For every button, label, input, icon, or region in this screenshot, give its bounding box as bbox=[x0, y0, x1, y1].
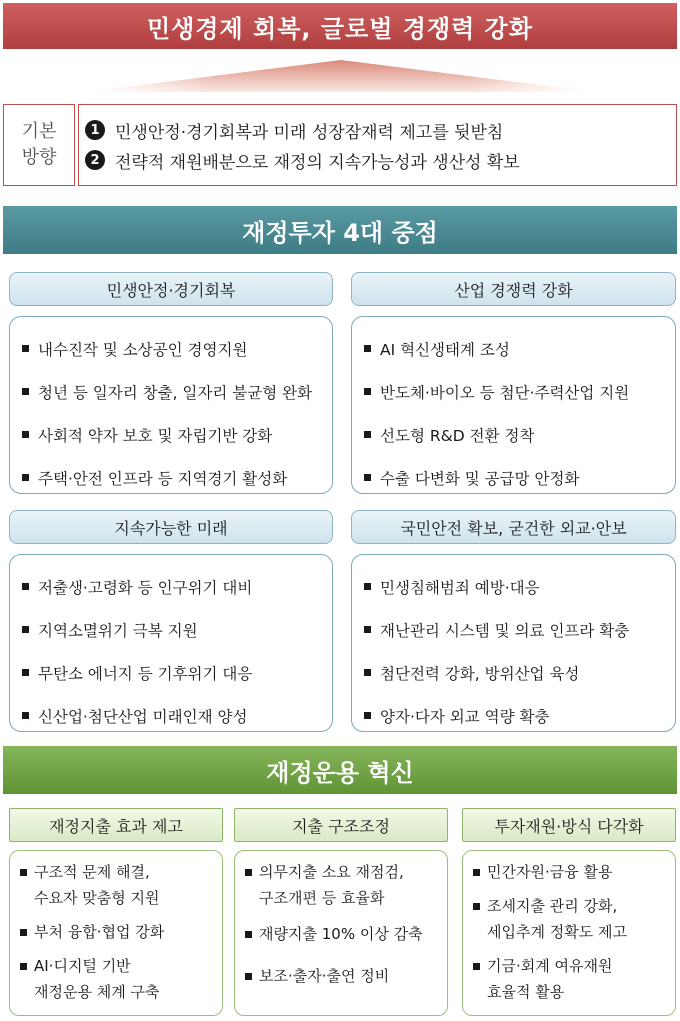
list-item bbox=[22, 327, 324, 370]
focus-category-header: 산업 경쟁력 강화 bbox=[351, 272, 676, 306]
list-item bbox=[245, 859, 441, 911]
list-item-text: 구조적 문제 해결, bbox=[34, 863, 150, 881]
list-item bbox=[245, 921, 441, 947]
bullet-icon bbox=[473, 903, 480, 910]
focus-category-card bbox=[351, 316, 676, 494]
bullet-icon bbox=[364, 712, 371, 719]
bullet-icon bbox=[22, 474, 29, 481]
bullet-icon bbox=[245, 869, 252, 876]
bullet-icon bbox=[22, 431, 29, 438]
innovation-category-header: 지출 구조조정 bbox=[234, 808, 448, 842]
list-item bbox=[22, 694, 324, 737]
list-item bbox=[20, 953, 216, 1005]
basic-item-text: 전략적 재원배분으로 재정의 지속가능성과 생산성 확보 bbox=[115, 152, 520, 173]
bullet-icon bbox=[364, 345, 371, 352]
list-item-text: 저출생·고령화 등 인구위기 대비 bbox=[38, 578, 253, 597]
list-item bbox=[364, 456, 667, 499]
list-item-text: 주택·안전 인프라 등 지역경기 활성화 bbox=[38, 469, 288, 488]
list-item-text: 보조·출자·출연 정비 bbox=[259, 967, 390, 985]
list-item-text: 신산업·첨단산업 미래인재 양성 bbox=[38, 707, 248, 726]
list-item bbox=[20, 859, 216, 911]
basic-label-line1: 기본 bbox=[21, 121, 57, 142]
list-item-text: 구조개편 등 효율화 bbox=[259, 889, 385, 907]
up-arrow-icon bbox=[86, 58, 596, 92]
basic-direction-box bbox=[78, 104, 677, 186]
list-item-text: 재량지출 10% 이상 감축 bbox=[259, 925, 423, 943]
list-item-text: 양자·다자 외교 역량 확충 bbox=[380, 707, 550, 726]
list-item-text: 세입추계 정확도 제고 bbox=[487, 923, 627, 941]
list-item bbox=[20, 919, 216, 945]
bullet-icon bbox=[20, 963, 27, 970]
basic-item-text: 민생안정·경기회복과 미래 성장잠재력 제고를 뒷받침 bbox=[115, 122, 504, 143]
focus-category-card bbox=[351, 554, 676, 732]
innovation-category-card bbox=[9, 850, 223, 1016]
bullet-icon bbox=[22, 712, 29, 719]
bullet-icon bbox=[364, 431, 371, 438]
bullet-icon bbox=[20, 929, 27, 936]
list-item bbox=[22, 370, 324, 413]
bullet-icon bbox=[22, 669, 29, 676]
bullet-icon bbox=[473, 963, 480, 970]
bullet-icon bbox=[364, 626, 371, 633]
list-item bbox=[364, 370, 667, 413]
main-banner: 민생경제 회복, 글로벌 경쟁력 강화 bbox=[3, 3, 677, 49]
bullet-icon bbox=[22, 388, 29, 395]
innovation-category-card bbox=[462, 850, 676, 1016]
innovation-category-card bbox=[234, 850, 448, 1016]
focus-banner: 재정투자 4대 중점 bbox=[3, 206, 677, 254]
basic-item bbox=[85, 115, 676, 145]
list-item bbox=[364, 694, 667, 737]
bullet-icon bbox=[364, 583, 371, 590]
list-item-text: 사회적 약자 보호 및 자립기반 강화 bbox=[38, 426, 273, 445]
list-item bbox=[364, 413, 667, 456]
number-2-icon: 2 bbox=[85, 150, 105, 170]
list-item-text: 내수진작 및 소상공인 경영지원 bbox=[38, 340, 248, 359]
bullet-icon bbox=[364, 474, 371, 481]
list-item-text: 수출 다변화 및 공급망 안정화 bbox=[380, 469, 580, 488]
list-item bbox=[473, 859, 669, 885]
basic-direction-label bbox=[3, 104, 75, 186]
list-item-text: 선도형 R&D 전환 정착 bbox=[380, 426, 535, 445]
list-item-text: AI·디지털 기반 bbox=[34, 957, 131, 975]
focus-category-header: 지속가능한 미래 bbox=[9, 510, 333, 544]
focus-category-header: 민생안정·경기회복 bbox=[9, 272, 333, 306]
list-item bbox=[22, 565, 324, 608]
bullet-icon bbox=[245, 931, 252, 938]
list-item-text: 지역소멸위기 극복 지원 bbox=[38, 621, 198, 640]
list-item bbox=[22, 456, 324, 499]
innovation-banner: 재정운용 혁신 bbox=[3, 746, 677, 794]
list-item-text: AI 혁신생태계 조성 bbox=[380, 340, 510, 359]
list-item bbox=[364, 565, 667, 608]
list-item-text: 조세지출 관리 강화, bbox=[487, 897, 618, 915]
bullet-icon bbox=[364, 388, 371, 395]
focus-category-header: 국민안전 확보, 굳건한 외교·안보 bbox=[351, 510, 676, 544]
bullet-icon bbox=[473, 869, 480, 876]
list-item bbox=[364, 651, 667, 694]
list-item bbox=[473, 953, 669, 1005]
list-item-text: 부처 융합·협업 강화 bbox=[34, 923, 165, 941]
bullet-icon bbox=[364, 669, 371, 676]
list-item-text: 효율적 활용 bbox=[487, 983, 565, 1001]
list-item bbox=[22, 651, 324, 694]
number-1-icon: 1 bbox=[85, 120, 105, 140]
list-item-text: 반도체·바이오 등 첨단·주력산업 지원 bbox=[380, 383, 630, 402]
bullet-icon bbox=[22, 583, 29, 590]
list-item-text: 재난관리 시스템 및 의료 인프라 확충 bbox=[380, 621, 630, 640]
basic-item bbox=[85, 145, 676, 175]
list-item-text: 청년 등 일자리 창출, 일자리 불균형 완화 bbox=[38, 383, 313, 402]
list-item-text: 민간자원·금융 활용 bbox=[487, 863, 613, 881]
list-item-text: 기금·회계 여유재원 bbox=[487, 957, 613, 975]
list-item bbox=[364, 327, 667, 370]
list-item bbox=[364, 608, 667, 651]
list-item bbox=[473, 893, 669, 945]
list-item bbox=[22, 413, 324, 456]
list-item-text: 의무지출 소요 재점검, bbox=[259, 863, 404, 881]
list-item bbox=[245, 963, 441, 989]
basic-label-line2: 방향 bbox=[21, 147, 57, 168]
bullet-icon bbox=[22, 345, 29, 352]
focus-category-card bbox=[9, 554, 333, 732]
list-item bbox=[22, 608, 324, 651]
bullet-icon bbox=[20, 869, 27, 876]
bullet-icon bbox=[245, 973, 252, 980]
list-item-text: 재정운용 체계 구축 bbox=[34, 983, 160, 1001]
innovation-category-header: 재정지출 효과 제고 bbox=[9, 808, 223, 842]
list-item-text: 수요자 맞춤형 지원 bbox=[34, 889, 160, 907]
list-item-text: 민생침해범죄 예방·대응 bbox=[380, 578, 540, 597]
bullet-icon bbox=[22, 626, 29, 633]
list-item-text: 첨단전력 강화, 방위산업 육성 bbox=[380, 664, 580, 683]
focus-category-card bbox=[9, 316, 333, 494]
innovation-category-header: 투자재원·방식 다각화 bbox=[462, 808, 676, 842]
list-item-text: 무탄소 에너지 등 기후위기 대응 bbox=[38, 664, 253, 683]
